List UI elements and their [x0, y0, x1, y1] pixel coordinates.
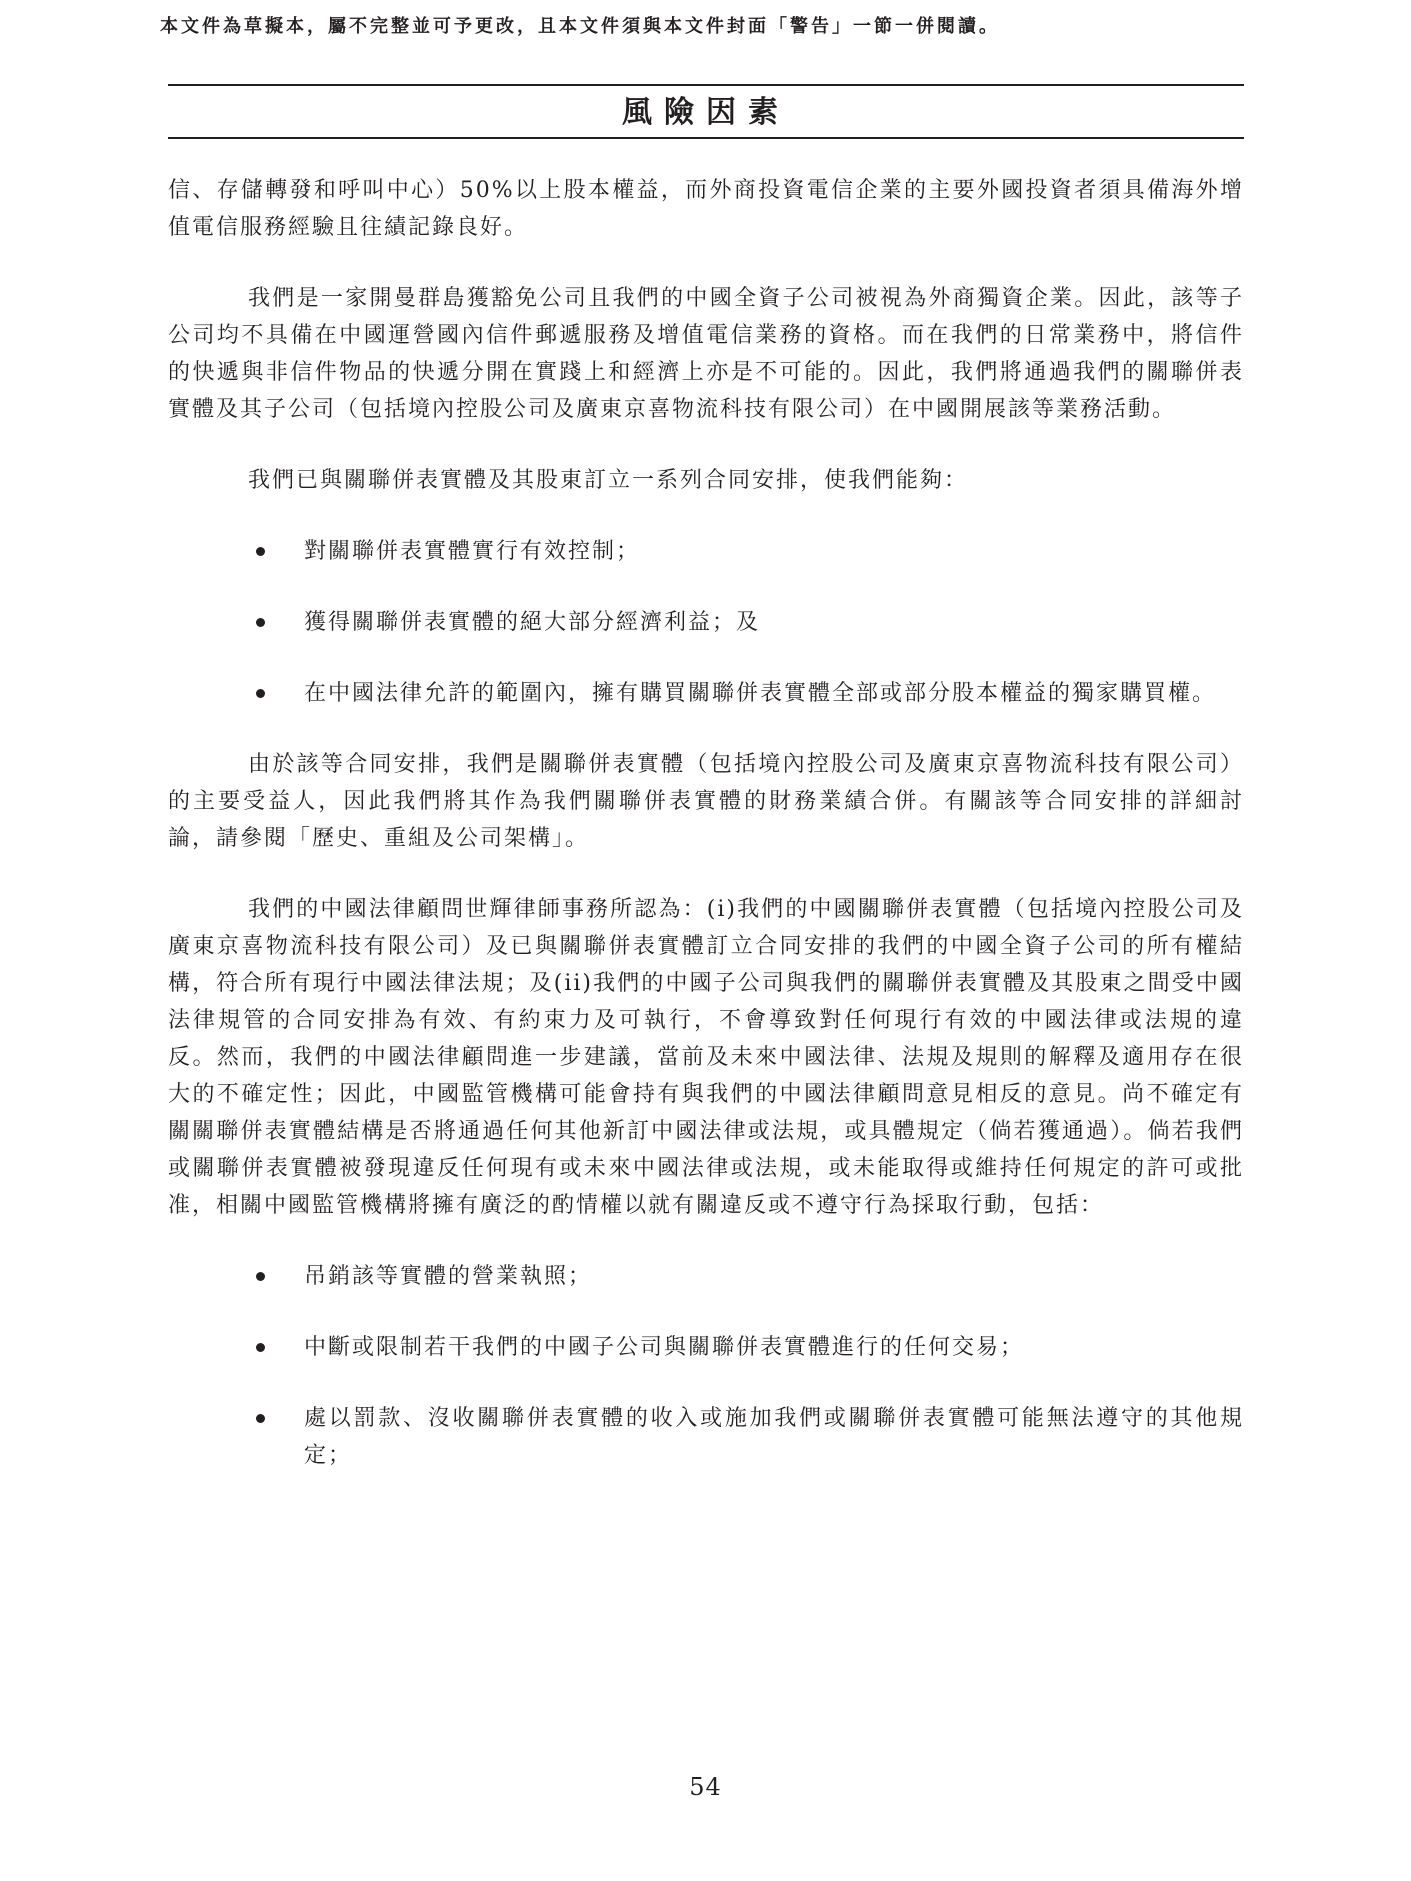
paragraph-legal-opinion: 我們的中國法律顧問世輝律師事務所認為：(i)我們的中國關聯併表實體（包括境內控股公司及廣東京喜物流科技有限公司）及已與關聯併表實體訂立合同安排的我們的中國全資子公司的所有權結構，符合所有現行中國法律法規；及(ii)我們的中國子公司與我們的關聯併表實體及其股東之間受中國法律規管的合同安排為有效、有約束力及可執行，不會導致對任何現行有效的中國法律或法規的違反。然而，我們的中國法律顧問進一步建議，當前及未來中國法律、法規及規則的解釋及適用存在很大的不確定性；因此，中國監管機構可能會持有與我們的中國法律顧問意見相反的意見。尚不確定有關關聯併表實體結構是否將通過任何其他新訂中國法律或法規，或具體規定（倘若獲通過）。倘若我們或關聯併表實體被發現違反任何現有或未來中國法律或法規，或未能取得或維持任何規定的許可或批准，相關中國監管機構將擁有廣泛的酌情權以就有關違反或不遵守行為採取行動，包括： — [168, 897, 1244, 1218]
list-item-text: 對關聯併表實體實行有效控制； — [304, 539, 641, 564]
list-item-text: 在中國法律允許的範圍內，擁有購買關聯併表實體全部或部分股本權益的獨家購買權。 — [304, 681, 1217, 706]
page-body — [168, 172, 1244, 1508]
list-item — [168, 1329, 1244, 1366]
paragraph-continuation: 信、存儲轉發和呼叫中心）50%以上股本權益，而外商投資電信企業的主要外國投資者須具備海外增值電信服務經驗且往績記錄良好。 — [168, 178, 1244, 240]
header-top-rule — [168, 84, 1244, 86]
paragraph-primary-beneficiary: 由於該等合同安排，我們是關聯併表實體（包括境內控股公司及廣東京喜物流科技有限公司）的主要受益人，因此我們將其作為我們關聯併表實體的財務業績合併。有關該等合同安排的詳細討論，請參閱「歷史、重組及公司架構」。 — [168, 752, 1244, 851]
list-item — [168, 1400, 1244, 1474]
list-item-text: 吊銷該等實體的營業執照； — [304, 1264, 593, 1289]
list-item — [168, 533, 1244, 570]
page-number: 54 — [689, 1773, 722, 1801]
bullet-icon — [256, 1272, 265, 1281]
draft-warning-banner: 本文件為草擬本，屬不完整並可予更改，且本文件須與本文件封面「警告」一節一併閱讀。 — [160, 16, 1000, 37]
list-item — [168, 1258, 1244, 1295]
list-item — [168, 604, 1244, 641]
list-item — [168, 675, 1244, 712]
bullet-icon — [256, 689, 265, 698]
contractual-benefits-list — [168, 533, 1244, 712]
regulatory-actions-list — [168, 1258, 1244, 1474]
list-item-text: 處以罰款、沒收關聯併表實體的收入或施加我們或關聯併表實體可能無法遵守的其他規定； — [304, 1406, 1244, 1468]
paragraph-contractual-arrangements: 我們已與關聯併表實體及其股東訂立一系列合同安排，使我們能夠： — [248, 468, 969, 493]
bullet-icon — [256, 1414, 265, 1423]
paragraph-wfoe-status: 我們是一家開曼群島獲豁免公司且我們的中國全資子公司被視為外商獨資企業。因此，該等子公司均不具備在中國運營國內信件郵遞服務及增值電信業務的資格。而在我們的日常業務中，將信件的快遞與非信件物品的快遞分開在實踐上和經濟上亦是不可能的。因此，我們將通過我們的關聯併表實體及其子公司（包括境內控股公司及廣東京喜物流科技有限公司）在中國開展該等業務活動。 — [168, 286, 1244, 422]
header-bottom-rule — [168, 137, 1244, 139]
list-item-text: 獲得關聯併表實體的絕大部分經濟利益；及 — [304, 610, 761, 635]
bullet-icon — [256, 618, 265, 627]
bullet-icon — [256, 547, 265, 556]
list-item-text: 中斷或限制若干我們的中國子公司與關聯併表實體進行的任何交易； — [304, 1335, 1025, 1360]
section-title: 風險因素 — [622, 95, 790, 130]
bullet-icon — [256, 1343, 265, 1352]
